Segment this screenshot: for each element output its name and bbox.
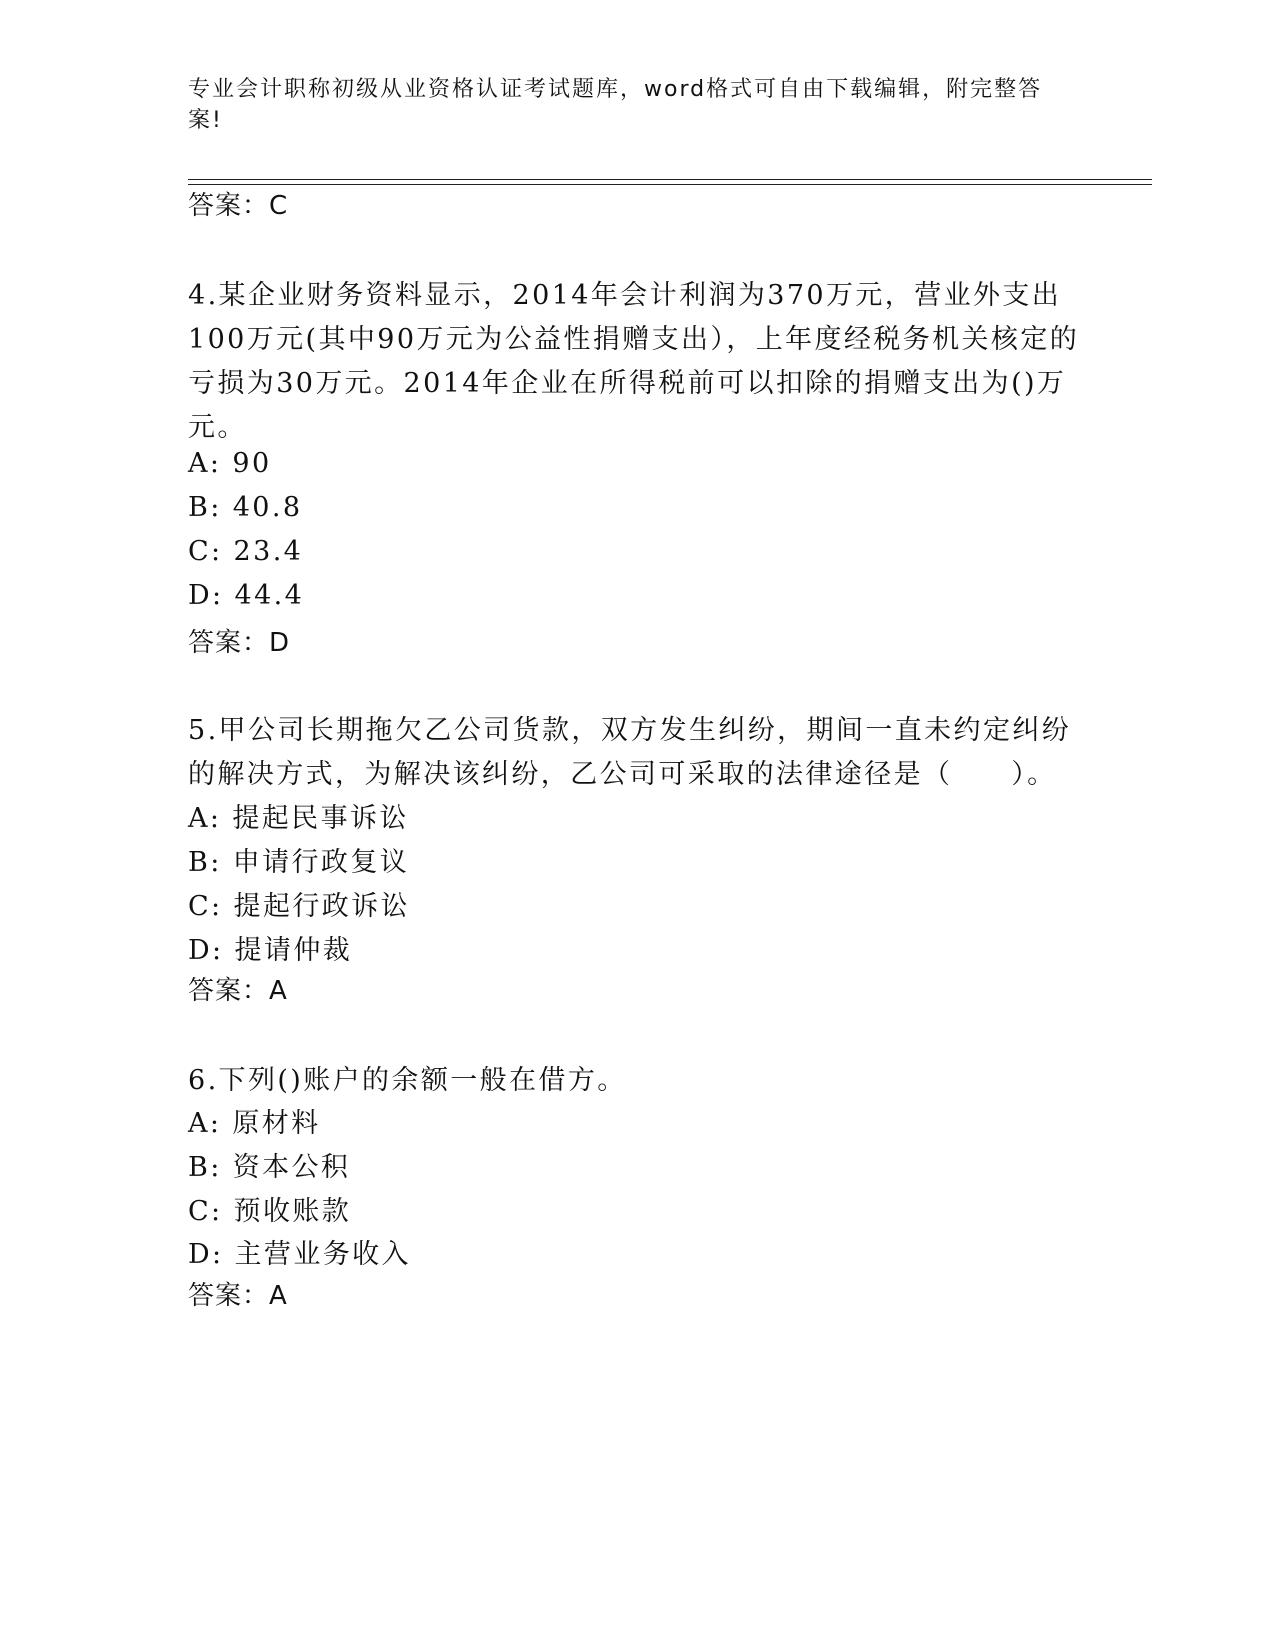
q5-answer: 答案：A — [188, 976, 288, 1006]
q4-option-c: C: 23.4 — [188, 536, 304, 567]
q4-stem-line-4: 元。 — [188, 412, 247, 443]
q4-option-b: B: 40.8 — [188, 492, 303, 523]
q4-option-d: D: 44.4 — [188, 580, 305, 611]
q5-option-c: C: 提起行政诉讼 — [188, 891, 410, 922]
q6-option-b: B: 资本公积 — [188, 1152, 351, 1183]
q6-answer: 答案：A — [188, 1281, 288, 1311]
document-header: 专业会计职称初级从业资格认证考试题库，word格式可自由下载编辑，附完整答案! — [188, 77, 1043, 133]
q4-stem-line-3: 亏损为30万元。2014年企业在所得税前可以扣除的捐赠支出为()万 — [188, 368, 1067, 399]
header-rule-top — [188, 179, 1152, 180]
q5-option-b: B: 申请行政复议 — [188, 847, 410, 878]
q5-option-a: A: 提起民事诉讼 — [188, 803, 409, 834]
q5-stem-line-1: 5.甲公司长期拖欠乙公司货款，双方发生纠纷，期间一直未约定纠纷 — [188, 715, 1072, 746]
q4-stem-line-2: 100万元(其中90万元为公益性捐赠支出），上年度经税务机关核定的 — [188, 324, 1080, 355]
header-rule-bottom — [188, 184, 1152, 185]
q6-stem-line-1: 6.下列()账户的余额一般在借方。 — [188, 1065, 627, 1096]
q6-option-c: C: 预收账款 — [188, 1196, 352, 1227]
q5-stem-line-2: 的解决方式，为解决该纠纷，乙公司可采取的法律途径是（ ）。 — [188, 759, 1057, 790]
answer-prev: 答案：C — [188, 191, 289, 221]
q6-option-d: D: 主营业务收入 — [188, 1239, 411, 1270]
q6-option-a: A: 原材料 — [188, 1108, 321, 1139]
q4-stem-line-1: 4.某企业财务资料显示，2014年会计利润为370万元，营业外支出 — [188, 280, 1062, 311]
q4-answer: 答案：D — [188, 628, 291, 658]
q4-option-a: A: 90 — [188, 448, 272, 479]
q5-option-d: D: 提请仲裁 — [188, 935, 353, 966]
